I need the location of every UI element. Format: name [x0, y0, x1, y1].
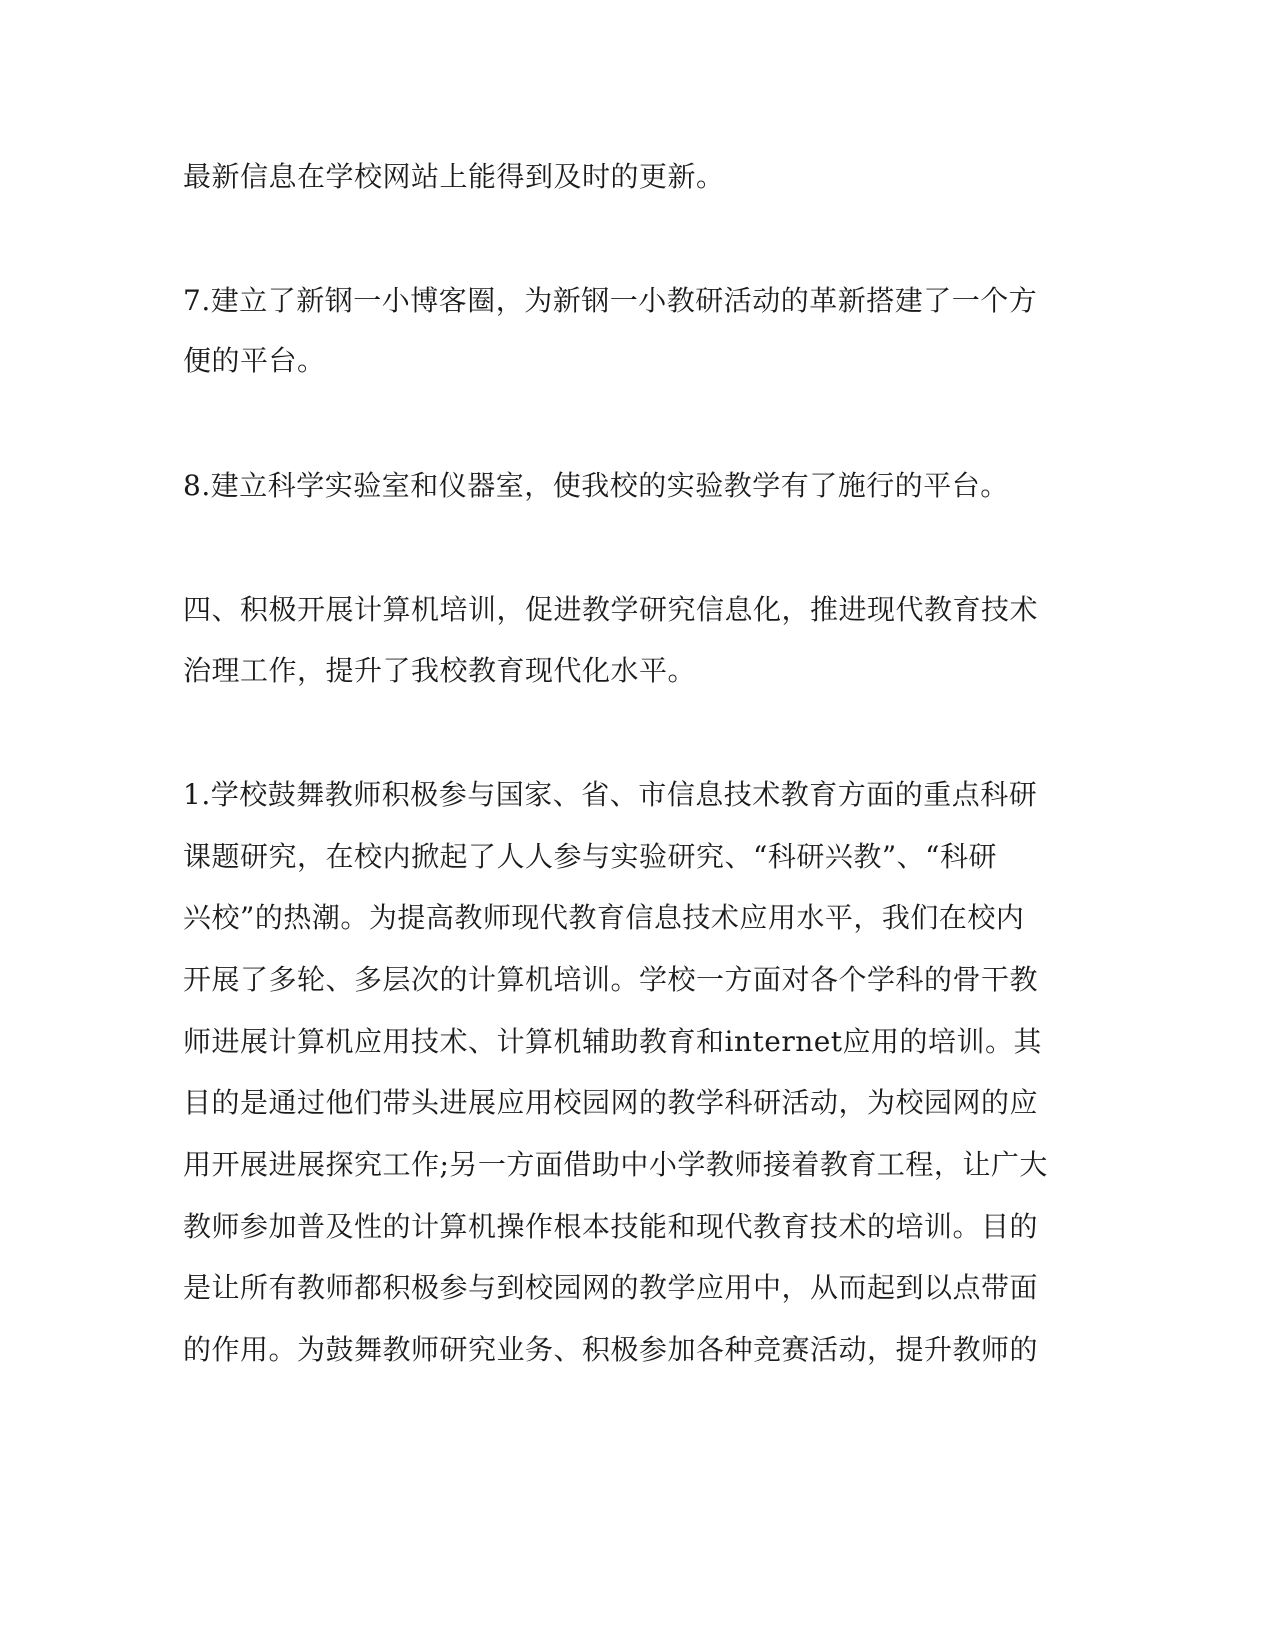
- text-line: 课题研究，在校内掀起了人人参与实验研究、“科研兴教”、“科研: [183, 840, 997, 873]
- text-line: 最新信息在学校网站上能得到及时的更新。: [183, 160, 725, 193]
- text-line: 是让所有教师都积极参与到校园网的教学应用中，从而起到以点带面: [183, 1271, 1039, 1304]
- text-line: 兴校”的热潮。为提高教师现代教育信息技术应用水平，我们在校内: [183, 901, 1025, 934]
- text-line: 教师参加普及性的计算机操作根本技能和现代教育技术的培训。目的: [183, 1210, 1039, 1243]
- text-line: 1.学校鼓舞教师积极参与国家、省、市信息技术教育方面的重点科研: [183, 778, 1038, 811]
- section-heading-line: 治理工作，提升了我校教育现代化水平。: [183, 654, 697, 687]
- section-heading-line: 四、积极开展计算机培训，促进教学研究信息化，推进现代教育技术: [183, 593, 1039, 626]
- text-line: 7.建立了新钢一小博客圈，为新钢一小教研活动的革新搭建了一个方: [183, 284, 1038, 317]
- text-line: 用开展进展探究工作;另一方面借助中小学教师接着教育工程，让广大: [183, 1148, 1048, 1181]
- text-line: 师进展计算机应用技术、计算机辅助教育和internet应用的培训。其: [183, 1025, 1043, 1058]
- text-line: 的作用。为鼓舞教师研究业务、积极参加各种竞赛活动，提升教师的: [183, 1333, 1039, 1366]
- text-line: 便的平台。: [183, 344, 326, 377]
- text-line: 8.建立科学实验室和仪器室，使我校的实验教学有了施行的平台。: [183, 469, 1009, 502]
- text-line: 目的是通过他们带头进展应用校园网的教学科研活动，为校园网的应: [183, 1086, 1039, 1119]
- text-line: 开展了多轮、多层次的计算机培训。学校一方面对各个学科的骨干教: [183, 963, 1039, 996]
